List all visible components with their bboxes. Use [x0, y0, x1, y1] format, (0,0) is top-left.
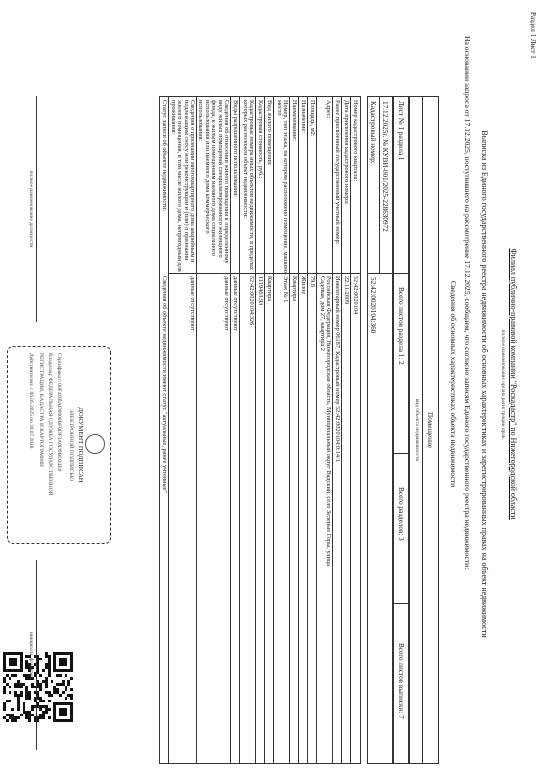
cadastral-number-label: Кадастровый номер: — [369, 101, 377, 164]
table-row — [308, 97, 317, 763]
stamp-owner: Владелец: ФЕДЕРАЛЬНАЯ СЛУЖБА ГОСУДАРСТВЕННОЙ — [47, 353, 53, 496]
row-value: 52:42:0020104 — [352, 276, 360, 315]
table-row — [240, 97, 256, 763]
statement-date-number: 17.12.2025г. № КУВИ-001/2025-228630972 — [381, 101, 389, 232]
table-row — [256, 97, 265, 763]
row-label: использования: — [197, 100, 205, 142]
object-kind-box — [409, 96, 439, 764]
row-label: Сведения о признании многоквартирного дома аварийным и — [189, 100, 197, 263]
meta-row — [367, 96, 393, 764]
table-row — [333, 97, 342, 763]
row-value: Сведения об объекте недвижимости имеют статус "актуальные, ранее учтенные" — [161, 276, 169, 494]
document-title: Выписка из Единого государственного реестра недвижимости об основных характеристиках и зарегистрированных правах на объект недвижимости — [480, 130, 489, 638]
table-row — [274, 97, 290, 763]
row-label: Назначение: — [300, 100, 308, 133]
row-label: использования или наемного дома коммерческого — [203, 100, 211, 234]
request-basis: На основании запроса от 17.12.2025, поступившего на рассмотрение 17.12.2025, сообщаем, что согласно записям Единого государственного реестра недвижимости: — [463, 36, 472, 570]
stamp-validity: Действителен: с 06.05.2025 по 30.07.2026 — [28, 353, 34, 449]
row-value: 52:42:0020104:326 — [248, 276, 256, 326]
sheet-number: Лист № 1 раздела 1 — [397, 101, 405, 161]
row-label: проживания: — [169, 100, 177, 135]
agency-line: Филиал публично-правовой компании "Роскадастр" по Нижегородской области — [509, 248, 518, 520]
emblem-icon — [85, 434, 105, 454]
table-row — [299, 97, 308, 763]
table-row — [317, 97, 333, 763]
section-caption: Сведения об основных характеристиках объекта недвижимости — [449, 280, 458, 488]
object-kind-caption: вид объекта недвижимости — [414, 398, 420, 462]
total-sheets: Всего листов выписки: 7 — [397, 643, 405, 719]
row-value: Российская Федерация, Нижегородская область, Муниципальный округ Вадский, село Зеленые Горы, улица — [325, 276, 333, 567]
table-row — [265, 97, 274, 763]
stamp-owner-cont: РЕГИСТРАЦИИ, КАДАСТРА И КАРТОГРАФИИ — [38, 353, 44, 467]
table-row — [197, 97, 231, 763]
row-label: Номер, тип этажа, на котором расположено помещение, машино- — [282, 100, 290, 275]
row-value: 1119463.93 — [257, 276, 265, 306]
stamp-certificate: Сертификат: 00F4DBAD0000BF0DF3A0D9BD24E0 — [56, 353, 62, 472]
e-signature-stamp — [7, 346, 111, 544]
sheets-in-section: Всего листов раздела 1: 2 — [397, 287, 405, 365]
row-label: Ранее присвоенный государственный учетный номер: — [334, 100, 342, 245]
qr-code-icon — [3, 652, 73, 722]
table-row — [160, 97, 169, 763]
row-label: Виды разрешенного использования: — [232, 100, 240, 197]
object-kind: Помещение — [426, 412, 434, 448]
sheet-row — [393, 96, 409, 764]
row-value: Квартира — [266, 276, 274, 302]
section-page-label: Раздел 1 Лист 1 — [529, 12, 537, 59]
row-value: Инвентарный номер 06187, Кадастровый номер 52:42:0020104:0:14/1 — [334, 276, 342, 462]
row-value: Садовая, дом 27, квартира 2 — [318, 276, 326, 351]
row-value: 22.11.2009 — [343, 276, 351, 305]
row-value: 79.8 — [309, 276, 317, 288]
row-label: виду жилых помещений специализированного жилищного — [216, 100, 224, 258]
row-value: данные отсутствуют — [232, 276, 240, 331]
row-label: фонда, к жилым помещениям наемного дома социального — [210, 100, 218, 256]
row-label: Вид жилого помещения: — [266, 100, 274, 166]
row-label: подлежащим сносу или реконструкции и (или) о признании — [182, 100, 190, 261]
row-label: место — [275, 100, 283, 116]
row-label: Кадастровая стоимость, руб.: — [257, 100, 265, 179]
row-label: которых расположен объект недвижимости: — [241, 100, 249, 218]
stamp-subtitle: ЭЛЕКТРОННОЙ ПОДПИСЬЮ — [68, 408, 74, 482]
row-label: Сведения об отнесении жилого помещения к определенному — [223, 100, 231, 264]
table-row — [290, 97, 299, 763]
total-sections: Всего разделов: 3 — [397, 487, 405, 541]
position-caption: полное наименование должности — [28, 170, 34, 248]
stamp-title: ДОКУМЕНТ ПОДПИСАН — [77, 407, 84, 483]
agency-caption: полное наименование органа регистрации прав — [500, 329, 506, 439]
row-value: данные отсутствуют — [189, 276, 197, 331]
cadastral-number-value: 52:42:0020104:360 — [369, 277, 377, 334]
row-label: Наименование: — [291, 100, 299, 141]
row-value: Этаж № 1 — [282, 276, 290, 303]
row-label: жилого помещения, в том числе жилого дома, непригодным для — [176, 100, 184, 272]
row-label: Площадь, м2: — [309, 100, 317, 137]
row-value: Жилое — [300, 276, 308, 295]
table-row — [169, 97, 197, 763]
table-row — [231, 97, 240, 763]
row-value: Квартира — [291, 276, 299, 302]
row-value: данные отсутствуют — [223, 276, 231, 331]
characteristics-table — [159, 96, 361, 764]
row-label: Номер кадастрового квартала: — [352, 100, 360, 182]
initials-caption: инициалы, фамилия — [28, 631, 34, 679]
row-label: Адрес: — [325, 100, 333, 119]
table-row — [342, 97, 351, 763]
row-label: Статус записи об объекте недвижимости: — [161, 100, 169, 212]
row-label: Кадастровые номера иных объектов недвижимости, в пределах — [248, 100, 256, 270]
table-row — [351, 97, 360, 763]
row-label: Дата присвоения кадастрового номера: — [343, 100, 351, 205]
